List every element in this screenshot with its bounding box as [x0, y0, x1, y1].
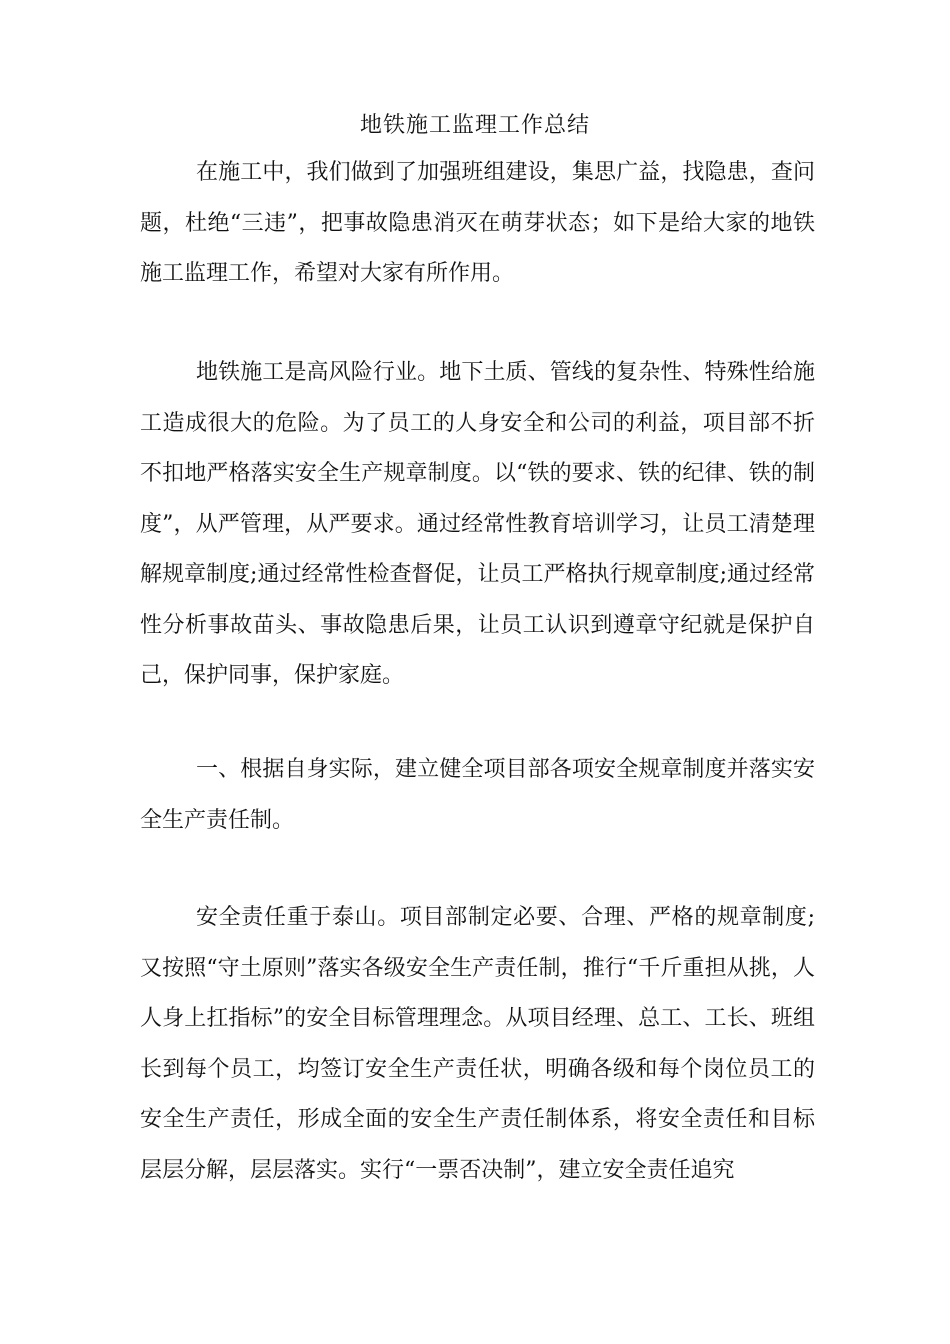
section-heading-paragraph: 一、根据自身实际，建立健全项目部各项安全规章制度并落实安全生产责任制。	[140, 757, 815, 833]
intro-paragraph: 在施工中，我们做到了加强班组建设，集思广益，找隐患，查问题，杜绝“三违”，把事故隐患消灭在萌芽状态；如下是给大家的地铁施工监理工作，希望对大家有所作用。	[140, 160, 815, 286]
responsibility-paragraph: 安全责任重于泰山。项目部制定必要、合理、严格的规章制度;又按照“守土原则”落实各级安全生产责任制，推行“千斤重担从挑，人人身上扛指标”的安全目标管理理念。从项目经理、总工、工长、班组长到每个员工，均签订安全生产责任状，明确各级和每个岗位员工的安全生产责任，形成全面的安全生产责任制体系，将安全责任和目标层层分解，层层落实。实行“一票否决制”，建立安全责任追究	[140, 905, 815, 1183]
document-title: 地铁施工监理工作总结	[359, 113, 590, 138]
risk-paragraph: 地铁施工是高风险行业。地下土质、管线的复杂性、特殊性给施工造成很大的危险。为了员工的人身安全和公司的利益，项目部不折不扣地严格落实安全生产规章制度。以“铁的要求、铁的纪律、铁的制度”，从严管理，从严要求。通过经常性教育培训学习，让员工清楚理解规章制度;通过经常性检查督促，让员工严格执行规章制度;通过经常性分析事故苗头、事故隐患后果，让员工认识到遵章守纪就是保护自己，保护同事，保护家庭。	[140, 360, 815, 688]
